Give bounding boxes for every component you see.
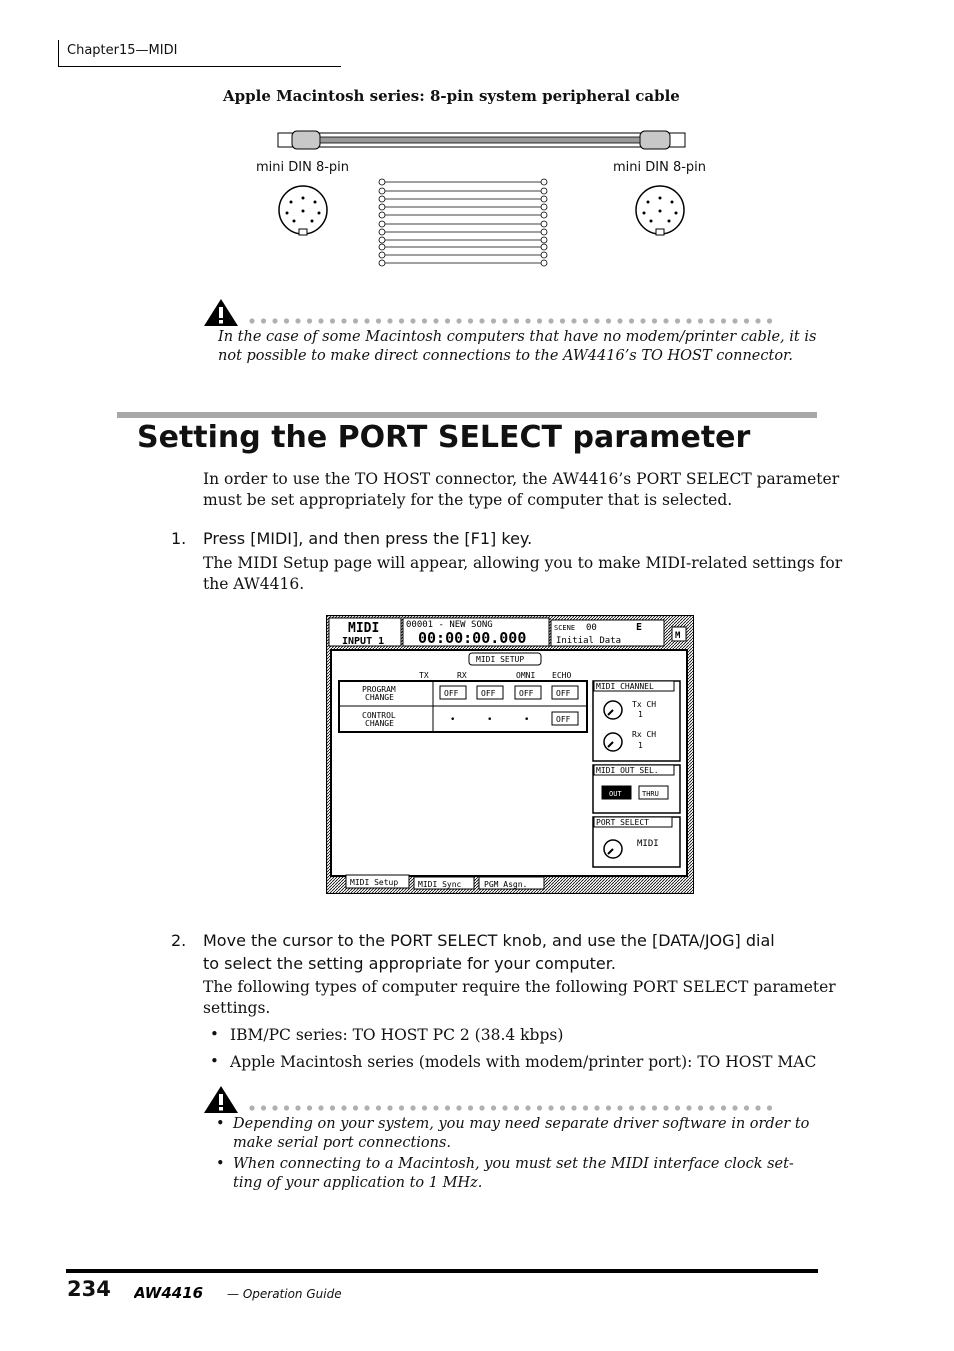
screen-input-label: INPUT 1 (342, 636, 385, 647)
rule-dot (698, 318, 703, 323)
rule-dot (721, 318, 726, 323)
rule-dot (686, 318, 691, 323)
rule-dot (445, 318, 450, 323)
caution-text-line-1: In the case of some Macintosh computers that have no modem/printer cable, it is (218, 329, 817, 345)
screen-tx-ch-label: Tx CH (632, 700, 657, 709)
switch-row1-echo[interactable]: OFF (556, 689, 571, 698)
rule-dot (353, 1105, 358, 1110)
rule-dot (502, 318, 507, 323)
rule-dot (732, 318, 737, 323)
screen-page-title: MIDI SETUP (476, 655, 525, 664)
screen-row1-label-2: CHANGE (365, 693, 394, 702)
screen-col-tx: TX (419, 671, 429, 680)
rule-dot (594, 1105, 599, 1110)
rule-dot (583, 318, 588, 323)
rule-dot (606, 1105, 611, 1110)
rule-dot (456, 318, 461, 323)
step-2-line-1: Move the cursor to the PORT SELECT knob, and use the [DATA/JOG] dial (203, 931, 775, 950)
rule-dot (548, 318, 553, 323)
rule-dot (606, 318, 611, 323)
rule-dot (353, 318, 358, 323)
switch-row2-echo[interactable]: OFF (556, 715, 571, 724)
step-2-number: 2. (171, 931, 187, 950)
aw4416-logo (134, 1284, 224, 1302)
caution-2-bullet-2-line-2: ting of your application to 1 MHz. (233, 1175, 483, 1191)
cable-figure-title: Apple Macintosh series: 8-pin system peripheral cable (223, 87, 680, 105)
tab-midi-setup[interactable]: MIDI Setup (350, 878, 399, 887)
rule-dot (330, 1105, 335, 1110)
rule-dot (514, 1105, 519, 1110)
screen-row2-label-1: CONTROL (362, 711, 396, 720)
step-2-desc-line-1: The following types of computer require the following PORT SELECT parameter (203, 978, 836, 996)
bullet-1-text: IBM/PC series: TO HOST PC 2 (38.4 kbps) (230, 1026, 564, 1044)
screen-col-rx: RX (457, 671, 467, 680)
rule-dot (767, 1105, 772, 1110)
rule-dot (744, 318, 749, 323)
rule-dot (560, 1105, 565, 1110)
screen-col-omni: OMNI (516, 671, 536, 680)
rule-dot (456, 1105, 461, 1110)
rule-dot (272, 1105, 277, 1110)
chapter-label: Chapter15—MIDI (67, 43, 178, 58)
tx-channel-knob-icon[interactable] (604, 701, 622, 719)
bullet-marker: • (210, 1025, 219, 1043)
rule-dot (410, 318, 415, 323)
screen-corner-badge: M (675, 631, 681, 641)
thru-button[interactable]: THRU (642, 790, 659, 798)
switch-row2-tx: • (450, 715, 456, 725)
rule-dot (284, 318, 289, 323)
rule-dot (387, 318, 392, 323)
screen-song-name: 00001 - NEW SONG (406, 620, 493, 630)
intro-line-1: In order to use the TO HOST connector, the AW4416’s PORT SELECT parameter (203, 470, 840, 488)
rule-dot (249, 318, 254, 323)
rule-dot (732, 1105, 737, 1110)
step-1-text: Press [MIDI], and then press the [F1] key. (203, 529, 533, 548)
screen-time-counter: 00:00:00.000 (418, 629, 527, 647)
rule-dot (341, 1105, 346, 1110)
left-din-connector-icon (279, 186, 327, 235)
rule-dot (686, 1105, 691, 1110)
screen-row1-label-1: PROGRAM (362, 685, 396, 694)
rule-dot (422, 318, 427, 323)
intro-line-2: must be set appropriately for the type of computer that is selected. (203, 491, 733, 509)
rule-dot (491, 318, 496, 323)
rule-dot (640, 1105, 645, 1110)
rule-dot (721, 1105, 726, 1110)
rule-dot (261, 318, 266, 323)
rule-dot (307, 1105, 312, 1110)
aw4416-logo-text: AW4416 (134, 1284, 204, 1302)
rule-dot (571, 318, 576, 323)
rule-dot (537, 1105, 542, 1110)
rule-dot (341, 318, 346, 323)
caution-2-bullet-2-line-1: When connecting to a Macintosh, you must set the MIDI interface clock set- (233, 1156, 794, 1172)
section-title: Setting the PORT SELECT parameter (137, 420, 751, 455)
step-1-desc-line-1: The MIDI Setup page will appear, allowing you to make MIDI-related settings for (203, 554, 843, 572)
screen-scene-label: SCENE (554, 624, 576, 632)
screen-col-echo: ECHO (552, 671, 572, 680)
caution-dot-rule (246, 316, 786, 326)
rule-dot (318, 318, 323, 323)
rule-dot (479, 1105, 484, 1110)
left-connector-label: mini DIN 8-pin (256, 160, 350, 175)
rule-dot (318, 1105, 323, 1110)
rule-dot (387, 1105, 392, 1110)
rule-dot (491, 1105, 496, 1110)
screen-port-select-title: PORT SELECT (596, 818, 649, 827)
switch-row1-rx[interactable]: OFF (481, 689, 496, 698)
switch-row1-omni[interactable]: OFF (519, 689, 534, 698)
rule-dot (652, 318, 657, 323)
step-2-desc-line-2: settings. (203, 999, 271, 1017)
caution-bullet-marker: • (216, 1156, 225, 1172)
rule-dot (744, 1105, 749, 1110)
switch-row2-omni: • (524, 715, 530, 725)
warning-triangle-icon (203, 298, 239, 328)
rule-dot (663, 318, 668, 323)
rule-dot (376, 318, 381, 323)
rule-dot (468, 1105, 473, 1110)
rule-dot (399, 318, 404, 323)
switch-row1-tx[interactable]: OFF (444, 689, 459, 698)
rule-dot (249, 1105, 254, 1110)
caution-text-line-2: not possible to make direct connections to the AW4416’s TO HOST connector. (218, 348, 794, 364)
rule-dot (617, 1105, 622, 1110)
screen-scene-mark: E (636, 622, 643, 633)
screen-mode-label: MIDI (348, 621, 380, 636)
rule-dot (502, 1105, 507, 1110)
rule-dot (709, 318, 714, 323)
screen-scene-name: Initial Data (556, 636, 622, 646)
rule-dot (709, 1105, 714, 1110)
rule-dot (479, 318, 484, 323)
rule-dot (295, 318, 300, 323)
screen-tx-ch-value: 1 (638, 710, 643, 719)
screen-midi-channel-title: MIDI CHANNEL (596, 682, 654, 691)
screen-rx-ch-label: Rx CH (632, 730, 657, 739)
rule-dot (284, 1105, 289, 1110)
cable-illustration (278, 131, 685, 149)
footer-guide-label: — Operation Guide (227, 1287, 342, 1301)
cable-diagram (270, 125, 700, 275)
caution-bullet-marker: • (216, 1116, 225, 1132)
caution-2-bullet-1-line-2: make serial port connections. (233, 1135, 452, 1151)
rule-dot (376, 1105, 381, 1110)
footer-rule (66, 1269, 818, 1273)
port-select-knob-icon[interactable] (604, 840, 622, 858)
step-1-number: 1. (171, 529, 187, 548)
page-number: 234 (67, 1277, 111, 1301)
rule-dot (548, 1105, 553, 1110)
caution-2-bullet-1-line-1: Depending on your system, you may need separate driver software in order to (233, 1116, 810, 1132)
rule-dot (364, 1105, 369, 1110)
rule-dot (617, 318, 622, 323)
rule-dot (525, 1105, 530, 1110)
rule-dot (537, 318, 542, 323)
rule-dot (583, 1105, 588, 1110)
bullet-2-text: Apple Macintosh series (models with modem/printer port): TO HOST MAC (230, 1053, 817, 1071)
rule-dot (364, 318, 369, 323)
rule-dot (272, 318, 277, 323)
rule-dot (652, 1105, 657, 1110)
rule-dot (755, 318, 760, 323)
screen-row2-label-2: CHANGE (365, 719, 394, 728)
section-rule (117, 412, 817, 418)
bullet-marker: • (210, 1052, 219, 1070)
rule-dot (433, 318, 438, 323)
caution-dot-rule (246, 1103, 786, 1113)
right-din-connector-icon (636, 186, 684, 235)
chapter-header (58, 40, 341, 67)
rule-dot (640, 318, 645, 323)
screen-rx-ch-value: 1 (638, 741, 643, 750)
step-1-desc-line-2: the AW4416. (203, 575, 305, 593)
rule-dot (330, 318, 335, 323)
switch-row2-rx: • (487, 715, 493, 725)
rule-dot (629, 1105, 634, 1110)
midi-setup-screen (326, 615, 695, 895)
screen-scene-number: 00 (586, 623, 597, 633)
rx-channel-knob-icon[interactable] (604, 733, 622, 751)
tab-midi-sync[interactable]: MIDI Sync (418, 880, 462, 889)
rule-dot (261, 1105, 266, 1110)
rule-dot (675, 318, 680, 323)
rule-dot (399, 1105, 404, 1110)
rule-dot (675, 1105, 680, 1110)
rule-dot (525, 318, 530, 323)
tab-pgm-asgn[interactable]: PGM Asgn. (484, 880, 528, 889)
screen-midi-out-sel-title: MIDI OUT SEL. (596, 766, 659, 775)
rule-dot (514, 318, 519, 323)
warning-triangle-icon (203, 1085, 239, 1115)
rule-dot (560, 318, 565, 323)
rule-dot (295, 1105, 300, 1110)
rule-dot (433, 1105, 438, 1110)
out-button[interactable]: OUT (609, 790, 622, 798)
rule-dot (767, 318, 772, 323)
rule-dot (571, 1105, 576, 1110)
rule-dot (445, 1105, 450, 1110)
rule-dot (663, 1105, 668, 1110)
pin-wiring-lines (379, 179, 547, 266)
rule-dot (468, 318, 473, 323)
rule-dot (594, 318, 599, 323)
rule-dot (755, 1105, 760, 1110)
rule-dot (629, 318, 634, 323)
rule-dot (410, 1105, 415, 1110)
rule-dot (698, 1105, 703, 1110)
step-2-line-2: to select the setting appropriate for your computer. (203, 954, 616, 973)
rule-dot (422, 1105, 427, 1110)
rule-dot (307, 318, 312, 323)
screen-port-select-value: MIDI (637, 839, 659, 849)
right-connector-label: mini DIN 8-pin (613, 160, 707, 175)
